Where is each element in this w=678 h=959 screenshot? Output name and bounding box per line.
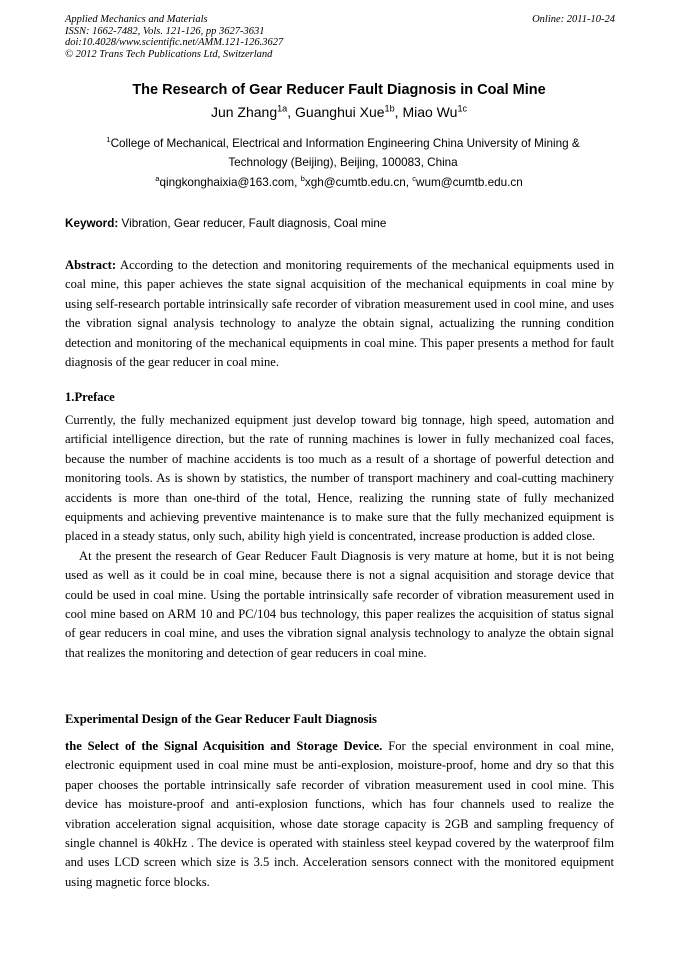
email-sup: a xyxy=(155,174,160,184)
section-heading-experimental: Experimental Design of the Gear Reducer Fault Diagnosis xyxy=(65,712,377,726)
paragraph: For the special environment in coal mine, electronic equipment used in coal mine must be anti-explosion, moisture-proof, home and dry so that this paper chooses the portable intrinsically safe recorder of vibration measurement used in cool mine. This device has moisture-proof and anti-explosion functions, which has four channels used to realize the vibration acceleration signal acquisition, whose date storage capacity is 2GB and sampling frequency of single channel is 40kHz . The device is operated with stainless steel keypad covered by the waterproof film and uses LCD screen which size is 3.5 inch. Acceleration sensors connect with the monitored equipment using magnetic force blocks. xyxy=(65,739,615,889)
affiliation-text: College of Mechanical, Electrical and Information Engineering China University of Mining & Technology (Beijing), Beijing, 100083, China xyxy=(110,137,580,169)
keywords xyxy=(65,217,386,230)
subsection-lead: the Select of the Signal Acquisition and Storage Device. xyxy=(65,739,383,753)
author-emails xyxy=(0,176,678,189)
abstract-label: Abstract: xyxy=(65,258,117,272)
email-sup: c xyxy=(412,174,417,184)
email-sup: b xyxy=(300,174,305,184)
affiliation-sup: 1 xyxy=(106,135,111,145)
journal-name: Applied Mechanics and Materials xyxy=(65,14,208,25)
experimental-body xyxy=(65,737,614,892)
author-sup: 1b xyxy=(384,103,395,114)
author-name: , Miao Wu xyxy=(394,104,458,120)
author-sup: 1a xyxy=(277,103,288,114)
author-sup: 1c xyxy=(457,103,468,114)
section-heading-preface: 1.Preface xyxy=(65,390,115,404)
abstract-text: According to the detection and monitoring requirements of the mechanical equipments used in coal mine, this paper achieves the state signal acquisition of the mechanical equipments in coal mine by using self-research portable intrinsically safe recorder of vibration measurement used in cool mine, and uses the vibration signal analysis technology to analyze the obtain signal, actualizing the running condition detection and monitoring of the mechanical equipments in coal mine. This paper presents a method for fault diagnosis of the gear reducer in coal mine. xyxy=(65,258,614,370)
email-text: wum@cumtb.edu.cn xyxy=(416,176,523,189)
email-text: qingkonghaixia@163.com, xyxy=(159,176,301,189)
issn-line: ISSN: 1662-7482, Vols. 121-126, pp 3627-3631 xyxy=(65,25,265,37)
keyword-label: Keyword: xyxy=(65,217,119,230)
author-list xyxy=(0,104,678,120)
paragraph: At the present the research of Gear Reducer Fault Diagnosis is very mature at home, but it is not being used as well as it could be in coal mine, because there is not a signal acquisition and storage device that could be used in coal mine. Using the portable intrinsically safe recorder of vibration measurement used in cool mine based on ARM 10 and PC/104 bus technology, this paper realizes the acquisition of status signal of gear reducers in coal mine, and uses the vibration signal analysis technology to analyze the obtain signal that realizes the monitoring and detection of gear reducers in coal mine. xyxy=(65,548,614,660)
keyword-text: Vibration, Gear reducer, Fault diagnosis, Coal mine xyxy=(118,217,387,230)
preface-body xyxy=(65,411,614,663)
doi-line: doi:10.4028/www.scientific.net/AMM.121-126.3627 xyxy=(65,37,284,48)
paragraph: Currently, the fully mechanized equipment just develop toward big tonnage, high speed, automation and artificial intelligence direction, but the rate of running machines is lower in fully mechanized coal faces, because the number of machine accidents is too much as a result of a shortage of powerful detection and monitoring tools. As is shown by statistics, the number of transport machinery and coal-cutting machinery accidents is more than one-third of the total, Hence, realizing the running state of fully mechanized equipments and achieving preventive maintenance is to make sure that the fully mechanized equipment is placed in a steady status, only such, ability high yield is concentrated, increase production is added close. xyxy=(65,413,614,544)
author-name: Jun Zhang xyxy=(210,104,278,120)
journal-header xyxy=(65,14,615,60)
online-date: Online: 2011-10-24 xyxy=(532,14,615,25)
copyright-line: © 2012 Trans Tech Publications Ltd, Switzerland xyxy=(65,48,273,60)
abstract xyxy=(65,256,614,372)
affiliation xyxy=(78,134,608,172)
paper-title: The Research of Gear Reducer Fault Diagnosis in Coal Mine xyxy=(132,82,546,98)
author-name: , Guanghui Xue xyxy=(287,104,385,120)
email-text: xgh@cumtb.edu.cn, xyxy=(304,176,413,189)
